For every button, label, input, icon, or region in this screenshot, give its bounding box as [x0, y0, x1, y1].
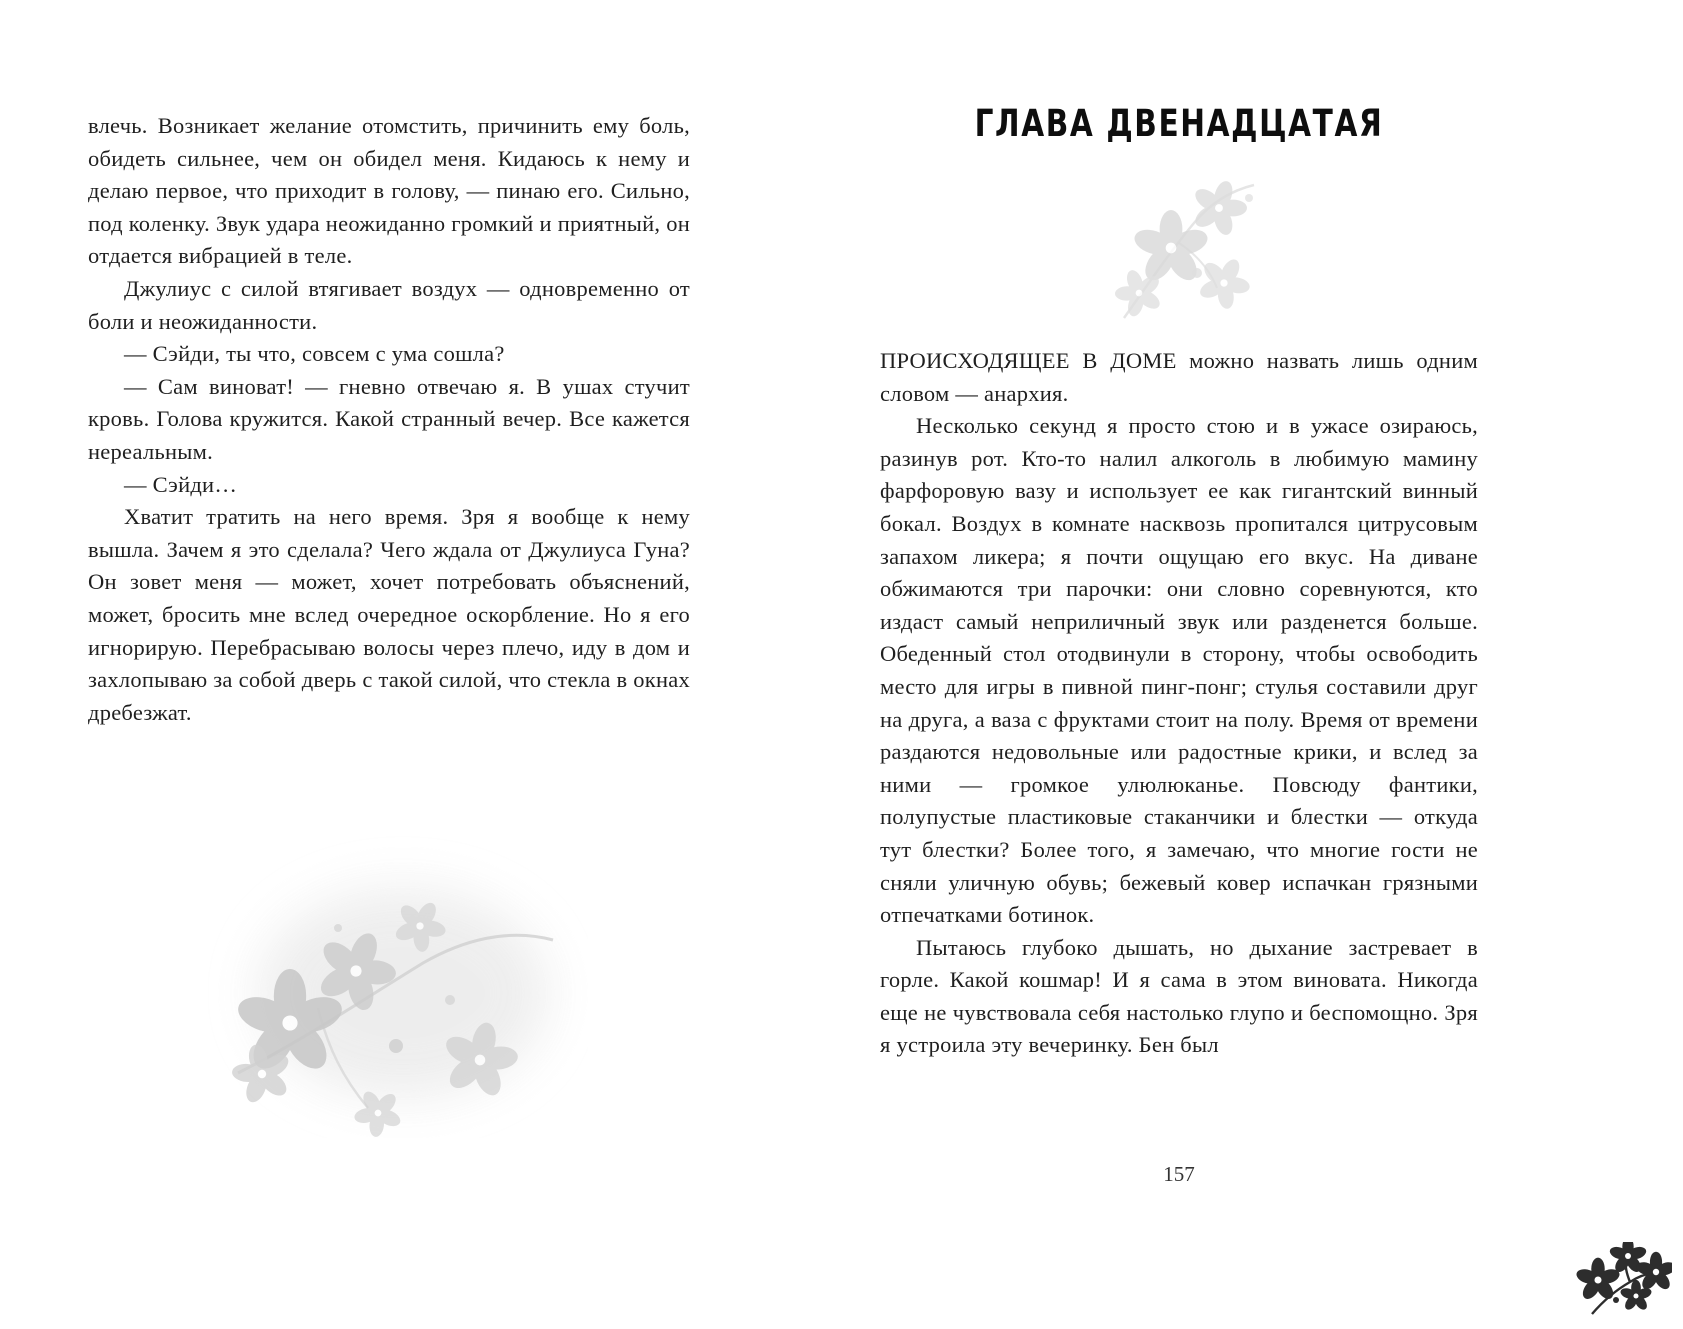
paragraph: — Сэйди, ты что, совсем с ума сошла?: [124, 341, 505, 367]
paragraph: Джулиус с силой втягивает воздух — одновременно от боли и неожиданности.: [88, 275, 690, 334]
right-page: [880, 102, 1478, 1062]
page-number: 157: [1163, 1162, 1195, 1186]
chapter-title: ГЛАВА ДВЕНАДЦАТАЯ: [974, 102, 1384, 145]
cherry-blossom-illustration-chapter: [1069, 153, 1289, 333]
paragraph: — Сам виноват! — гневно отвечаю я. В ушах стучит кровь. Голова кружится. Какой странный вечер. Все кажется нереальным.: [88, 373, 690, 464]
cherry-blossom-corner-icon: [1576, 1242, 1672, 1318]
paragraph: Несколько секунд я просто стою и в ужасе озираюсь, разинув рот. Кто-то налил алкоголь в любимую мамину фарфоровую вазу и использует ее как гигантский винный бокал. Воздух в комнате насквозь пропитался цитрусовым запахом ликера; я почти ощущаю его вкус. На диване обжимаются три парочки: они словно соревнуются, кто издаст самый неприличный звук или разденется больше. Обеденный стол отодвинули в сторону, чтобы освободить место для игры в пивной пинг-понг; стулья составили друг на друга, а ваза с фруктами стоит на полу. Время от времени раздаются недовольные или радостные крики, и вслед за ними — громкое улюлюканье. Повсюду фантики, полупустые пластиковые стаканчики и блестки — откуда тут блестки? Более того, я замечаю, что многие гости не сняли уличную обувь; бежевый ковер испачкан грязными отпечатками ботинок.: [880, 413, 1478, 928]
paragraph: — Сэйди…: [124, 471, 238, 497]
right-page-text: [880, 345, 1478, 1062]
cherry-blossom-illustration-left: [168, 808, 588, 1138]
paragraph: ПРОИСХОДЯЩЕЕ В ДОМЕ можно назвать лишь одним словом — анархия.: [880, 348, 1478, 406]
paragraph: Пытаюсь глубоко дышать, но дыхание застревает в горле. Какой кошмар! И я сама в этом виновата. Никогда еще не чувствовала себя настолько глупо и беспомощно. Зря я устроила эту вечеринку. Бен был: [880, 934, 1478, 1058]
paragraph: Хватит тратить на него время. Зря я вообще к нему вышла. Зачем я это сделала? Чего ждала от Джулиуса Гуна? Он зовет меня — может, хочет потребовать объяснений, может, бросить мне вслед очередное оскорбление. Но я его игнорирую. Перебрасываю волосы через плечо, иду в дом и захлопываю за собой дверь с такой силой, что стекла в окнах дребезжат.: [88, 504, 690, 725]
left-page-text: [88, 110, 690, 729]
paragraph: влечь. Возникает желание отомстить, причинить ему боль, обидеть сильнее, чем он обидел меня. Кидаюсь к нему и делаю первое, что приходит в голову, — пинаю его. Сильно, под коленку. Звук удара неожиданно громкий и приятный, он отдается вибрацией в теле.: [88, 113, 690, 269]
